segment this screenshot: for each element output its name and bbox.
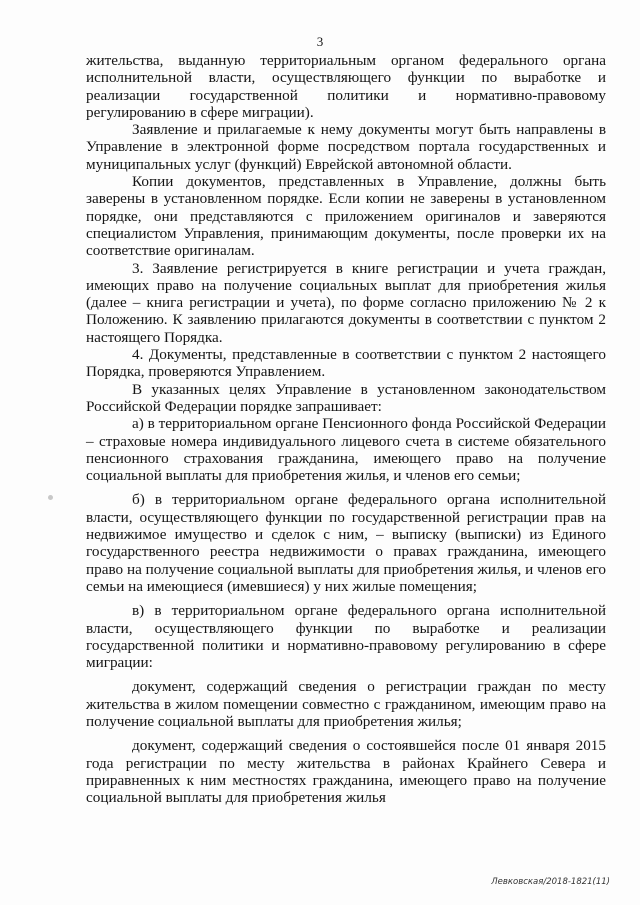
- scan-speck: [48, 495, 53, 500]
- page-number: 3: [316, 34, 324, 49]
- paragraph: жительства, выданную территориальным органом федерального органа исполнительной власти, осуществляющего функции по выработке и реализации государственной политики и нормативно-правовому регулированию в сфере миграции).: [86, 52, 606, 121]
- paragraph: 4. Документы, представленные в соответствии с пунктом 2 настоящего Порядка, проверяются Управлением.: [86, 346, 606, 381]
- paragraph: В указанных целях Управление в установленном законодательством Российской Федерации порядке запрашивает:: [86, 380, 606, 415]
- paragraph: Заявление и прилагаемые к нему документы могут быть направлены в Управление в электронной форме посредством портала государственных и муниципальных услуг (функций) Еврейской автономной области.: [86, 121, 606, 173]
- document-code: Левковская/2018-1821(11): [491, 877, 610, 887]
- paragraph: документ, содержащий сведения о регистрации граждан по месту жительства в жилом помещении совместно с гражданином, имеющим право на получение социальной выплаты для приобретения жилья;: [86, 678, 606, 730]
- paragraph: 3. Заявление регистрируется в книге регистрации и учета граждан, имеющих право на получение социальных выплат для приобретения жилья (далее – книга регистрации и учета), по форме согласно приложению № 2 к Положению. К заявлению прилагаются документы в соответствии с пунктом 2 настоящего Порядка.: [86, 259, 606, 346]
- document-body: [86, 52, 606, 806]
- paragraph: Копии документов, представленных в Управление, должны быть заверены в установленном порядке. Если копии не заверены в установленном порядке, они представляются с приложением оригиналов и заверяются специалистом Управления, принимающим документы, после проверки их на соответствие оригиналам.: [86, 173, 606, 260]
- paragraph: а) в территориальном органе Пенсионного фонда Российской Федерации – страховые номера индивидуального лицевого счета в системе обязательного пенсионного страхования гражданина, имеющего право на получение социальной выплаты для приобретения жилья, и членов его семьи;: [86, 415, 606, 485]
- paragraph: документ, содержащий сведения о состоявшейся после 01 января 2015 года регистрации по месту жительства в районах Крайнего Севера и приравненных к ним местностях гражданина, имеющего право на получение социальной выплаты для приобретения жилья: [86, 737, 606, 807]
- paragraph: б) в территориальном органе федерального органа исполнительной власти, осуществляющего функции по государственной регистрации прав на недвижимое имущество и сделок с ним, – выписку (выписки) из Единого государственного реестра недвижимости о правах гражданина, имеющего право на получение социальной выплаты для приобретения жилья, и членов его семьи на имеющиеся (имевшиеся) у них жилые помещения;: [86, 491, 606, 595]
- paragraph: в) в территориальном органе федерального органа исполнительной власти, осуществляющего функции по выработке и реализации государственной политики и нормативно-правовому регулированию в сфере миграции:: [86, 602, 606, 672]
